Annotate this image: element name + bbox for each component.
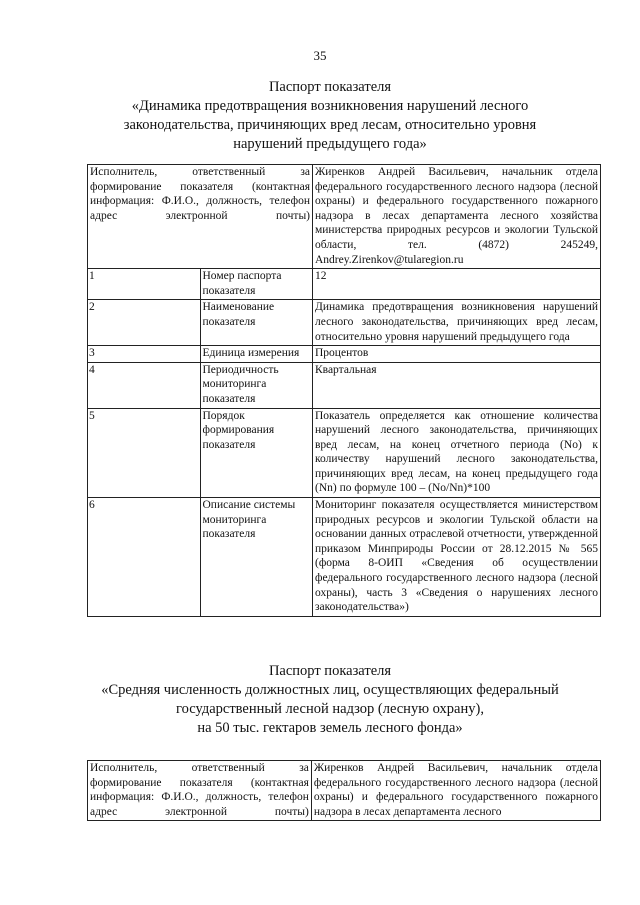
passport-1-table	[87, 164, 601, 617]
title-line: «Средняя численность должностных лиц, осуществляющих федеральный	[101, 682, 559, 698]
table-row	[88, 269, 601, 300]
table-row	[88, 300, 601, 346]
title-line: на 50 тыс. гектаров земель лесного фонда»	[197, 720, 463, 736]
row-value: Процентов	[313, 346, 601, 363]
row-number: 5	[88, 408, 201, 498]
table-row	[88, 498, 601, 617]
passport-1-title	[60, 78, 600, 154]
passport-2-title	[60, 662, 600, 738]
title-line: Паспорт показателя	[268, 79, 392, 95]
row-label: Периодичность мониторинга показателя	[200, 362, 313, 408]
table-row-executor	[88, 761, 601, 821]
table-row	[88, 346, 601, 363]
executor-label: Исполнитель, ответственный за формирование показателя (контактная информация: Ф.И.О., должность, телефон адрес электронной почты)	[88, 761, 312, 821]
page-number: 35	[313, 48, 327, 63]
row-number: 2	[88, 300, 201, 346]
row-value: Показатель определяется как отношение количества нарушений лесного законодательства, причиняющих вред лесам, на конец отчетного периода (No) к количеству нарушений лесного законодательства, причиняющих вред лесам, на конец предыдущего года (Nn) по формуле 100 – (No/Nn)*100	[313, 408, 601, 498]
table-row	[88, 362, 601, 408]
table-row-executor	[88, 165, 601, 269]
row-value: 12	[313, 269, 601, 300]
table-row	[88, 408, 601, 498]
row-label: Единица измерения	[200, 346, 313, 363]
row-label: Описание системы мониторинга показателя	[200, 498, 313, 617]
row-number: 6	[88, 498, 201, 617]
row-value: Динамика предотвращения возникновения нарушений лесного законодательства, причиняющих вред лесам, относительно уровня нарушений предыдущего года	[313, 300, 601, 346]
title-line: законодательства, причиняющих вред лесам, относительно уровня	[123, 117, 537, 133]
row-number: 4	[88, 362, 201, 408]
row-value: Мониторинг показателя осуществляется министерством природных ресурсов и экологии Тульской области на основании данных отраслевой отчетности, утвержденной приказом Минприроды России от 28.12.2015 № 565 (форма 8-ОИП «Сведения об осуществлении федерального государственного лесного надзора (лесной охраны), часть 3 «Сведения о нарушениях лесного законодательства»)	[313, 498, 601, 617]
title-line: «Динамика предотвращения возникновения нарушений лесного	[131, 98, 529, 114]
row-number: 3	[88, 346, 201, 363]
title-line: нарушений предыдущего года»	[233, 136, 427, 152]
row-number: 1	[88, 269, 201, 300]
row-label: Порядок формирования показателя	[200, 408, 313, 498]
title-line: государственный лесной надзор (лесную охрану),	[176, 701, 484, 717]
passport-2-table	[87, 760, 601, 821]
row-label: Номер паспорта показателя	[200, 269, 313, 300]
executor-value: Жиренков Андрей Васильевич, начальник отдела федерального государственного лесного надзора (лесной охраны) и федерального государственного пожарного надзора в лесах департамента лесного	[311, 761, 600, 821]
executor-label: Исполнитель, ответственный за формирование показателя (контактная информация: Ф.И.О., должность, телефон адрес электронной почты)	[88, 165, 313, 269]
row-label: Наименование показателя	[200, 300, 313, 346]
title-line: Паспорт показателя	[268, 663, 392, 679]
executor-value: Жиренков Андрей Васильевич, начальник отдела федерального государственного лесного надзора (лесной охраны) и федерального государственного пожарного надзора в лесах департамента лесного хозяйства министерства природных ресурсов и экологии Тульской области, тел. (4872) 245249, Andrey.Zirenkov@tularegion.ru	[313, 165, 601, 269]
row-value: Квартальная	[313, 362, 601, 408]
